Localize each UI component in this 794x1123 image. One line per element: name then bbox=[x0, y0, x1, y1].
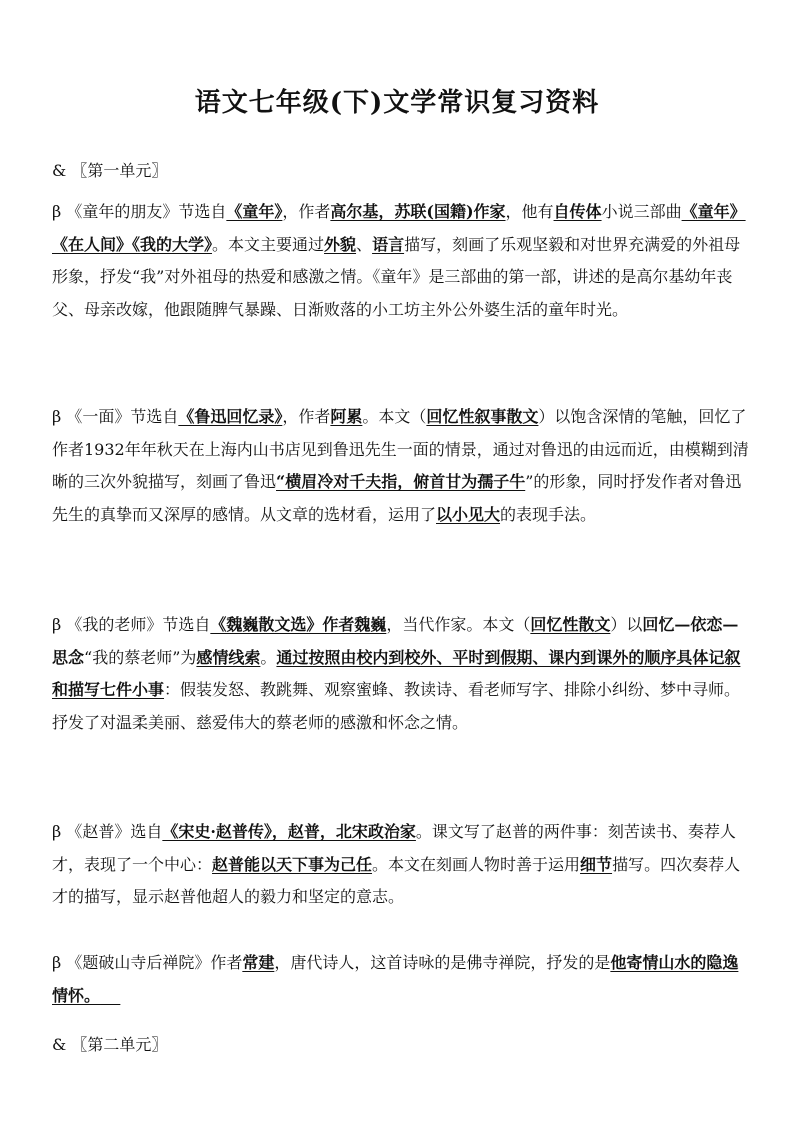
text: ，作者 bbox=[282, 407, 331, 426]
text: β 《赵普》选自 bbox=[52, 822, 163, 841]
text: ”的形象，同时抒发作者对鲁迅先生的真挚而又深厚的感情。从文章的选材看，运用了 bbox=[52, 472, 742, 524]
key-term: 感情线索 bbox=[196, 647, 261, 667]
key-term: 外貌 bbox=[324, 234, 357, 254]
key-term: 阿累 bbox=[330, 407, 363, 426]
document-title: 语文七年级(下)文学常识复习资料 bbox=[194, 88, 600, 118]
text: 。本文（ bbox=[362, 407, 427, 426]
key-term: 以小见大 bbox=[436, 504, 501, 524]
text: ，作者 bbox=[282, 202, 331, 221]
key-term: 常建 bbox=[242, 953, 275, 972]
paragraph-my-teacher bbox=[52, 609, 752, 739]
key-term: 细节 bbox=[580, 854, 613, 874]
text: ）以 bbox=[610, 615, 643, 634]
key-term: 通过按照由校内到校外、平时到假期、课内到课外的顺序具体记叙和描写七件小事 bbox=[52, 647, 741, 699]
key-term: 回忆性叙事散文 bbox=[426, 407, 539, 426]
text: 描写，刻画了乐观坚毅和对世界充满爱的外祖母形象，抒发“我”对外祖母的热爱和感激之情。《童年》是三部曲的第一部，讲述的是高尔基幼年丧父、母亲改嫁，他跟随脾气暴躁、日渐败落的小工坊主外公外婆生活的童年时光。 bbox=[52, 234, 741, 319]
text: ，当代作家。本文（ bbox=[386, 615, 531, 634]
text: 。本文在刻画人物时善于运用 bbox=[372, 854, 581, 874]
key-term: “横眉冷对千夫指，俯首甘为孺子牛 bbox=[276, 472, 526, 491]
paragraph-zhao-pu bbox=[52, 816, 752, 914]
text: β 《题破山寺后禅院》作者 bbox=[52, 953, 243, 972]
key-term: 《魏巍散文选》作者魏巍 bbox=[210, 615, 387, 634]
key-term: 回忆性散文 bbox=[530, 615, 611, 634]
underline-blank bbox=[100, 986, 120, 1005]
text: 、 bbox=[356, 234, 373, 254]
key-term: 《鲁迅回忆录》 bbox=[178, 407, 283, 426]
paragraph-poshan-temple bbox=[52, 947, 752, 1012]
text: β 《一面》节选自 bbox=[52, 407, 179, 426]
text: 小说三部曲 bbox=[601, 202, 682, 221]
text: 。课文写了赵普的两件事：刻苦读书、奏荐人才，表现了一个中心： bbox=[52, 822, 736, 874]
key-term: 语言 bbox=[372, 234, 405, 254]
text: β 《童年的朋友》节选自 bbox=[52, 202, 227, 221]
text: ：假装发怒、教跳舞、观察蜜蜂、教读诗、看老师写字、排除小纠纷、梦中寻师。抒发了对温柔美丽、慈爱伟大的蔡老师的感激和怀念之情。 bbox=[52, 680, 741, 732]
paragraph-childhood-friend bbox=[52, 196, 752, 326]
key-term: 《宋史·赵普传》，赵普，北宋政治家 bbox=[162, 822, 416, 841]
text: ）以饱含深情的笔触，回忆了作者1932年年秋天在上海内山书店见到鲁迅先生一面的情景，通过对鲁迅的由远而近，由模糊到清晰的三次外貌描写，刻画了鲁迅 bbox=[52, 407, 749, 491]
unit-2-heading: & 〖第二单元〗 bbox=[52, 1035, 168, 1054]
key-term: 回忆—依恋—思念 bbox=[52, 615, 739, 667]
key-term: 高尔基，苏联(国籍)作家 bbox=[330, 202, 506, 221]
key-term: 自传体 bbox=[553, 202, 602, 221]
text: 描写。四次奏荐人才的描写，显示赵普他超人的毅力和坚定的意志。 bbox=[52, 854, 741, 906]
text: 。本文主要通过 bbox=[212, 234, 325, 254]
text: ，他有 bbox=[505, 202, 554, 221]
text: ，唐代诗人，这首诗咏的是佛寺禅院，抒发的是 bbox=[274, 953, 611, 972]
key-term: 赵普能以天下事为己任 bbox=[212, 854, 373, 874]
text: β 《我的老师》节选自 bbox=[52, 615, 211, 634]
text: 。 bbox=[260, 647, 277, 667]
unit-1-heading: & 〖第一单元〗 bbox=[52, 161, 168, 180]
key-term: 《童年》 bbox=[226, 202, 283, 221]
paragraph-one-glimpse bbox=[52, 401, 752, 531]
key-term: 他寄情山水的隐逸情怀。 bbox=[52, 953, 739, 1005]
key-term: 《童年》《在人间》《我的大学》 bbox=[52, 202, 746, 254]
text: 的表现手法。 bbox=[500, 504, 597, 524]
text: “我的蔡老师”为 bbox=[84, 647, 197, 667]
